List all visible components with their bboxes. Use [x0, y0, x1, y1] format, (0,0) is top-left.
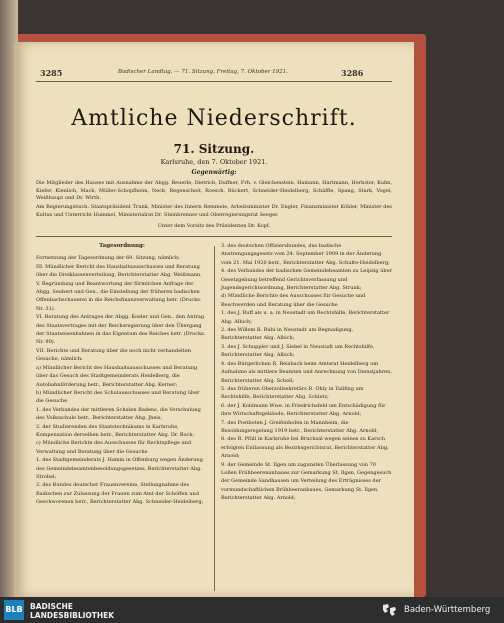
agenda-item: 7. des Postboten J. Greifenhofen in Mannheim, die Besoldungsregelung 1919 betr., Berichterstatter Abg. Arnold;: [221, 419, 379, 434]
agenda-item: Fortsetzung der Tagesordnung der 69. Sitzung, nämlich:: [36, 255, 180, 262]
agenda-item: 1. des Stadtgemeinderats J. Hamm in Offenburg wegen Änderung des Gemeindebeamtenbesoldungsgesetzes, Berichterstatter Abg. Strobel;: [36, 457, 203, 480]
agenda-item: 3. des J. Schuppler und J. Siebel in Neustadt um Rechtshilfe, Berichterstatter Abg. Albich;: [221, 343, 375, 359]
agenda-left-column: [36, 242, 208, 507]
agenda-item: VII. Berichte und Beratung über die noch nicht verhandelten Gesuche, nämlich:: [36, 347, 191, 363]
agenda-item: V. Begründung und Beantwortung der förmlichen Anfrage der Abgg. Seubert und Gen., die Einstellung der früheren badischen Offenbachschauerei in die Reichsfinanzverwaltung betr. (Drucks. Nr. 31).: [36, 280, 202, 312]
agenda-item: 5. des früheren Oberzollsekretärs R. Ohly in Tailfing um Rechtshilfe, Berichterstatter Abg. Schletz;: [221, 385, 364, 401]
running-title: Badischer Landtag. — 71. Sitzung. Freitag, 7. Oktober 1921.: [118, 69, 288, 75]
agenda-item: 1. des Verbandes der mittleren Schulen Badens, die Verschulung des Volksschule betr., Berichterstatter Abg. Jheis;: [36, 406, 201, 422]
agenda-right-column: [221, 242, 393, 503]
agenda-item: 2. des Willem B. Rubi in Neustadt um Begnadigung, Berichterstatter Abg. Albich;: [221, 327, 354, 342]
agenda-item: 2. des Bundes deutscher Frauenvereine, Stellungnahme des Badischen zur Zulassung der Frauen zum Amt der Schöffen und Geschworenen betr., Berichterstatter Abg. Schneider-Heidelberg;: [36, 482, 204, 506]
agenda-item: 8. des R. Pfüll in Karlsruhe bei Bruchsal wegen seines zu Karsch erfolgten Entlassung als Bezirksgerichtsrat, Berichterstatter Abg. Arnold;: [221, 436, 389, 460]
agenda-item: 4. des Bürgerlichen R. Reisbach beim Amtsrat Heidelberg um Aufnahme als mittlere Beamten und Anrechnung von Dienstjahren, Berichterstatter Abg. Schell;: [221, 360, 392, 384]
agenda-item: 1. des J. Ruff als u. a. in Neustadt um Rechtshilfe, Berichterstatter Abg. Albich;: [221, 310, 390, 325]
library-name-line1: BADISCHE: [30, 602, 73, 611]
place-date: Karlsruhe, den 7. Oktober 1921.: [160, 158, 268, 166]
library-name-line2: LANDESBIBLIOTHEK: [30, 611, 115, 620]
section-rule: [36, 236, 392, 237]
baden-wuerttemberg-lions-icon: [380, 601, 398, 619]
header-rule: [36, 81, 392, 82]
agenda-item: 2. der Studierenden des Staatstechnikums in Karlsruhe, Kompensation derselben betr., Berichterstatter Abg. Dr. Bock;: [36, 423, 195, 438]
page-number-right: 3286: [341, 68, 364, 78]
agenda-item: 9. der Gemeinde St. Ilgen um zugunsten Überlassung von 70 Loßen Frühbeerenanbaues zur Gemarkung St. Ilgen, Gegengesuch der Gemeinde Sandhausen um Verteilung des Erträgnisses der vormundschaftlichen Brühbeeranbaues, Gemarkung St. Ilgen, Berichterstatter Abg. Arnold;: [221, 461, 392, 502]
document-page: [14, 42, 414, 597]
blb-logo-icon[interactable]: BLB: [4, 600, 24, 620]
document-title: Amtliche Niederschrift.: [71, 106, 357, 131]
agenda-item: III. Mündlicher Bericht des Haushaltsausschusses und Beratung über die Dreiklassenverteilung, Berichterstatter Abg. Weißmann.: [36, 263, 202, 279]
attendance-text: Die Mitglieder des Hauses mit Ausnahme der Abgg. Beuerle, Dietrich, Duffner, Frh. v. Gleichenstein, Hamann, Hartmann, Herbster, Kuhn, Kiefer, Kienlich, Mack, Müller-Schopfheim, Neck, Regenscheit, Roesch, Rückert, Schneider-Heidelberg, Schäffle, Spang, Stark, Vogel, Weißhaupt und Dr. Wirth.: [36, 180, 392, 202]
session-number: 71. Sitzung.: [173, 142, 255, 156]
attendance-label: Gegenwärtig:: [191, 169, 237, 176]
agenda-title: Tagesordnung:: [99, 243, 145, 249]
agenda-item: 4. des Verbandes der badischen Gemeindebeamten zu Leipzig über Gesetzgebung betreffend Gerichtsverfassung und Jugendsgerichtsordnung, Berichterstatter Abg. Strunk;: [221, 268, 392, 292]
state-name[interactable]: Baden-Württemberg: [404, 605, 491, 615]
chair-text: Unter dem Vorsitz des Präsidenten Dr. Kopf.: [157, 223, 271, 229]
government-text: Am Regierungstisch: Staatspräsident Trunk, Minister des Innern Remmele, Arbeitsminister Dr. Engler, Finanzminister Köhler, Minister des Kultus und Unterricht Hummel, Ministerialrat Dr. Steinbrenner und Oberregierungsrat Seeger.: [36, 204, 392, 218]
agenda-item: b) Mündlicher Bericht des Schulausschusses und Beratung über die Gesuche: [36, 389, 200, 405]
agenda-item: c) Mündliche Berichte des Ausschusses für Rechtspflege und Verwaltung und Beratung über die Gesuche: [36, 440, 192, 455]
column-divider: [214, 246, 215, 591]
agenda-item: a) Mündlicher Bericht des Haushaltsausschusses und Beratung über das Gesuch des Stadtgemeinderats Heidelberg, die Autobahnförderung betr., Berichterstatter Abg. Kerner;: [36, 364, 198, 388]
agenda-item: d) Mündliche Berichte des Ausschusses für Gesuche und Beschwerden und Beratung über die Gesuche: [221, 293, 366, 308]
page-number-left: 3285: [40, 68, 63, 78]
agenda-item: 6. der J. Kohlmann Wwe. in Friedrichsfeld um Entschädigung für ihre Wirtschaftsgebäude, Berichterstatter Abg. Arnold;: [221, 402, 386, 418]
library-name[interactable]: [30, 602, 114, 620]
agenda-item: VI. Beratung des Antrages der Abgg. Koeler und Gen., den Antrag des Staatsvertrages mit der Reichsregierung über den Übergang der Staatseisenbahnen in das Eigentum des Reiches betr. (Drucks. Nr. 90).: [36, 314, 206, 346]
agenda-item: 3. des deutschen Offiziersbundes, das badische Anstrengungsgesetz vom 24. September 1909 in der Änderung vom 21. Mai 1920 betr., Berichterstatter Abg. Schulte-Heidelberg;: [221, 243, 390, 266]
